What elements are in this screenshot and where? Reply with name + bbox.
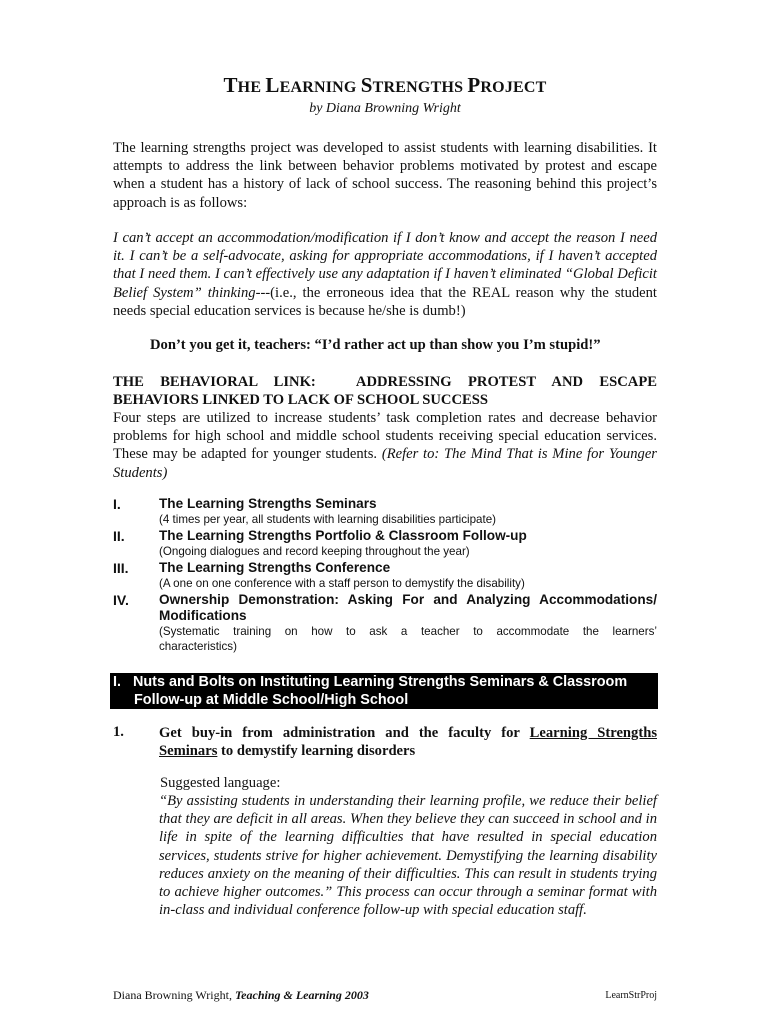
list-title: Ownership Demonstration: Asking For and Analyzing Accommodations/ [159,592,657,607]
link-body-text: Four steps are utilized to increase students’ task completion rates and decrease behavior problems for high school and middle school students receiving special education services. These may be adapted for younger students. [113,410,657,463]
link-body-reference: (Refer to: The Mind That is Mine for Younger Students) [113,446,657,481]
footer-code: LearnStrProj [605,990,657,1001]
list-title: The Learning Strengths Portfolio & Classroom Follow-up [159,528,527,543]
suggested-quote: “By assisting students in understanding their learning profile, we reduce their belief that they are deficit in all areas. When they believe they can succeed in school and in life in spite of the learning difficulties that have resulted in special education services, students strive for higher achievement. Demystifying the learning disability reduces anxiety on the meaning of their difficulties. This can result in students trying to achieve higher outcomes.” This process can occur through a seminar format with in-class and individual conference follow-up with special education staff. [159,793,657,919]
list-subtitle: (A one on one conference with a staff person to demystify the disability) [159,577,525,590]
step-text-underlined: Learning Strengths Seminars [159,725,657,760]
list-number: I. [113,496,121,512]
title-part: P [467,73,481,97]
title-part: L [265,73,280,97]
list-item [113,528,657,559]
list-item [113,496,657,527]
heading-line: THE BEHAVIORAL LINK: ADDRESSING PROTEST AND ESCAPE [113,374,657,390]
list-subtitle: (4 times per year, all students with learning disabilities participate) [159,513,497,526]
byline: by Diana Browning Wright [309,101,461,116]
title-part: EARNING [279,79,361,96]
step-text-part: to demystify learning disorders [217,743,416,760]
footer-publication: Teaching & Learning 2003 [234,988,369,1002]
belief-italic-text: I can’t accept an accommodation/modification if I don’t know and accept the reason I need it. I can’t be a self-advocate, asking for appropriate accommodations, if I haven’t accepted that I need them. I can’t effectively use any adaptation if I haven’t eliminated “Global Deficit Belief System” thinking [113,230,657,301]
list-title: The Learning Strengths Conference [159,560,391,575]
belief-paragraph [113,229,657,320]
list-number: II. [113,528,125,544]
step-number: 1. [113,724,124,740]
title-part: TRENGTHS [372,79,468,96]
title-part: HE [237,79,266,96]
list-item [113,560,657,591]
list-title: The Learning Strengths Seminars [159,496,377,511]
banner-line: Follow-up at Middle School/High School [134,691,409,708]
step-text [159,724,657,760]
title-part: T [223,73,238,97]
list-subtitle: characteristics) [159,640,237,653]
behavioral-link-heading [113,373,657,409]
footer-author: Diana Browning Wright, [113,988,235,1002]
document-title [0,73,770,98]
list-title: Modifications [159,608,247,623]
list-subtitle: (Systematic training on how to ask a teacher to accommodate the learners’ [159,625,657,638]
step-1 [113,724,657,760]
title-part: ROJECT [480,79,547,96]
step-text-part: Get buy-in from administration and the faculty for [159,725,530,741]
behavioral-link-body [113,409,657,482]
list-subtitle: (Ongoing dialogues and record keeping throughout the year) [159,545,470,558]
intro-paragraph: The learning strengths project was developed to assist students with learning disabilities. It attempts to address the link between behavior problems motivated by protest and escape when a student has a history of lack of school success. The reasoning behind this project’s approach is as follows: [113,140,657,211]
belief-plain-text: ---(i.e., the erroneous idea that the REAL reason why the student needs special education services is because he/she is dumb!) [113,284,657,319]
list-number: IV. [113,592,129,608]
list-item [113,592,657,654]
banner-line: I. Nuts and Bolts on Instituting Learning Strengths Seminars & Classroom [113,674,628,690]
slogan: Don’t you get it, teachers: “I’d rather act up than show you I’m stupid!” [150,337,601,353]
list-number: III. [113,560,129,576]
heading-line: BEHAVIORS LINKED TO LACK OF SCHOOL SUCCESS [113,392,488,409]
section-banner [110,673,658,709]
suggested-language-label: Suggested language: [160,775,281,791]
title-part: S [360,73,373,97]
footer-citation [113,988,369,1003]
